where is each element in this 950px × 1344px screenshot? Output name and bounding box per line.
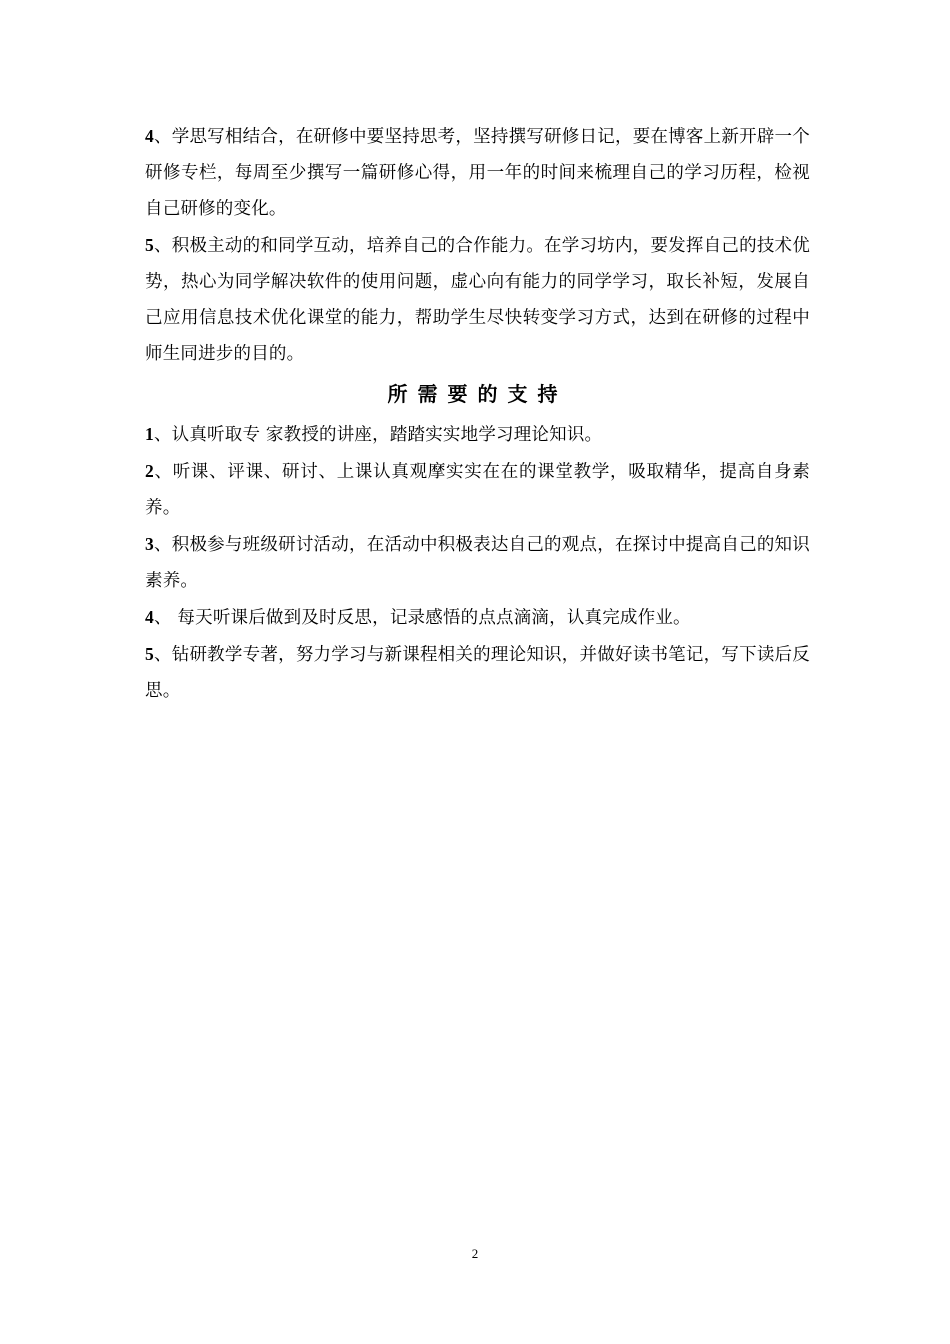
- support-item-3: [145, 526, 810, 599]
- item-number: 5: [145, 644, 154, 664]
- page-number: 2: [471, 1246, 479, 1261]
- support-item-4: [145, 599, 810, 636]
- paragraph-text: 、认真听取专 家教授的讲座，踏踏实实地学习理论知识。: [153, 425, 603, 445]
- paragraph-item-5: [145, 227, 810, 372]
- paragraph-item-4: [145, 118, 810, 227]
- paragraph-text: 、学思写相结合，在研修中要坚持思考，坚持撰写研修日记，要在博客上新开辟一个研修专栏，每周至少撰写一篇研修心得，用一年的时间来梳理自己的学习历程，检视自己研修的变化。: [145, 127, 810, 219]
- item-number: 2: [145, 461, 154, 481]
- paragraph-text: 、积极主动的和同学互动，培养自己的合作能力。在学习坊内，要发挥自己的技术优势，热心为同学解决软件的使用问题，虚心向有能力的同学学习，取长补短，发展自己应用信息技术优化课堂的能力，帮助学生尽快转变学习方式，达到在研修的过程中师生同进步的目的。: [145, 236, 810, 364]
- paragraph-text: 、钻研教学专著，努力学习与新课程相关的理论知识，并做好读书笔记，写下读后反思。: [145, 645, 810, 701]
- section-heading: 所需要的支持: [387, 382, 568, 406]
- item-number: 5: [145, 235, 154, 255]
- paragraph-text: 、听课、评课、研讨、上课认真观摩实实在在的课堂教学，吸取精华，提高自身素养。: [145, 462, 810, 518]
- item-number: 4: [145, 126, 154, 146]
- item-number: 3: [145, 534, 154, 554]
- paragraph-text: 、积极参与班级研讨活动，在活动中积极表达自己的观点，在探讨中提高自己的知识素养。: [145, 535, 810, 591]
- item-number: 4: [145, 607, 154, 627]
- support-item-2: [145, 453, 810, 526]
- item-number: 1: [145, 424, 154, 444]
- support-item-1: [145, 416, 810, 453]
- support-item-5: [145, 636, 810, 709]
- paragraph-text: 、 每天听课后做到及时反思，记录感悟的点点滴滴，认真完成作业。: [153, 608, 691, 628]
- document-body: [145, 118, 810, 709]
